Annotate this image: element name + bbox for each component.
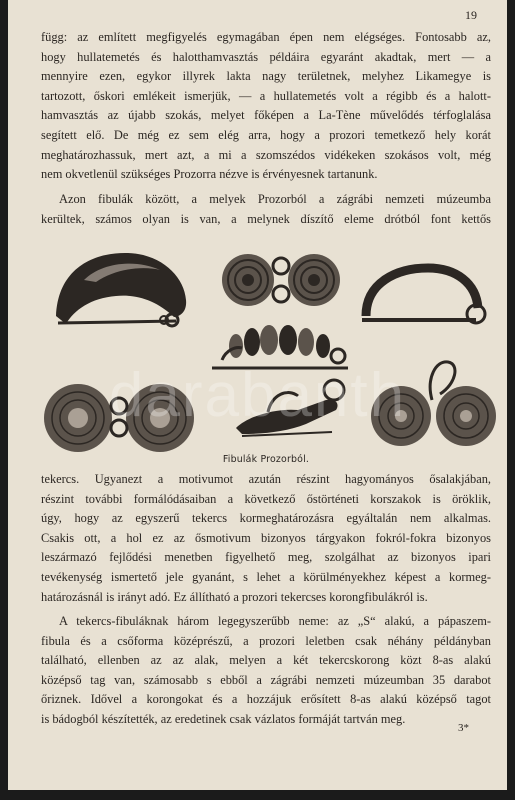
text-line: nem okvetlenül szükséges Prozorra nézve is érvényesnek tartanunk. [41,167,378,182]
text-line: meghatározhassuk, mert azt, a mi a szomszédos vidékeken szokásos volt, még [41,147,491,162]
paragraph-4 [41,612,491,730]
text-line: függ: az említett megfigyelés egymagában épen nem elégséges. Fontosabb az, [41,30,491,44]
text-line: határozásnál is irányt adó. Ez állítható a prozori tekercses korongfibulákról is. [41,589,428,604]
text-line: A tekercs-fibuláknak három legegyszerűbb neme: az „S“ alakú, a pápaszem- [59,614,491,628]
text-line: Csakis ott, a hol ez az ősmotivum bizonyos tárgyakon fokról-fokra bizonyos [41,530,491,545]
text-line: őriznek. Idővel a korongokat és a hozzájuk erősített 8-as alakú középső tagot [41,692,491,707]
text-line: úgy, hogy az egyszerű tekercs kormeghatározásra egyáltalán nem alkalmas. [41,511,491,526]
text-line: tevékenység ismertető jele gyanánt, s lehet a körülményekhez képest a kormeg- [41,569,491,584]
text-line: tartozott, őskori emlékeit ismerjük, — a hullatemetés volt a régibb és a halott- [41,88,491,103]
figure-caption: Fibulák Prozorból. [222,454,310,465]
text-line: középső tag van, számosabb s ebből a zágrábi nemzeti múzeumban 35 darabot [41,672,491,687]
watermark: darabanth [108,361,407,430]
text-line: mennyire ezen, egykor illyrek lakta nagy területnek, melyhez Likamegye is [41,69,491,84]
text-line: segített elő. De még ez sem elég arra, hogy a prozori temetkező hely korát [41,127,491,142]
text-line: hamvasztás az újabb szokás, melyet főképen a La-Tène művelődés térfoglalása [41,108,491,123]
signature-mark: 3* [458,722,469,734]
text-line: Azon fibulák között, a melyek Prozorból a zágrábi nemzeti múzeumba [59,192,491,206]
bow-fibula-left [56,253,186,326]
text-line: leszármazó fejlődési menetben figyelhető meg, szolgálhat az bizonyos ipari [41,550,491,565]
text-line: hogy hullatemetés és halotthamvasztás példáira egyaránt akadtak, mert — a [41,49,491,64]
book-page [8,0,507,790]
paragraph-1 [41,28,491,185]
spectacle-fibula-top [222,254,340,306]
text-line: részint további formálódásaiban a következő őstörténeti korszakok is öröklik, [41,491,491,506]
paragraph-2 [41,190,491,229]
text-line: is bádogból készítették, az eredetinek csak vázlatos formáját tartván meg. [41,711,406,726]
wire-fibula-right [362,268,485,323]
paragraph-3 [41,470,491,607]
fibulae-figure [36,228,496,472]
text-line: fibula és a csőforma középrészű, a prozori leletben csak néhány példányban [41,633,491,648]
text-line: tekercs. Ugyanezt a motivumot azután részint hagyományos ősalakjában, [41,472,491,486]
page-number: 19 [465,8,477,22]
text-line: kerültek, számos olyan is van, a melynek díszítő eleme drótból font kettős [41,211,491,226]
text-line: található, ellenben az az alak, melyen a két tekercskorong közt 8-as alakú [41,653,491,668]
